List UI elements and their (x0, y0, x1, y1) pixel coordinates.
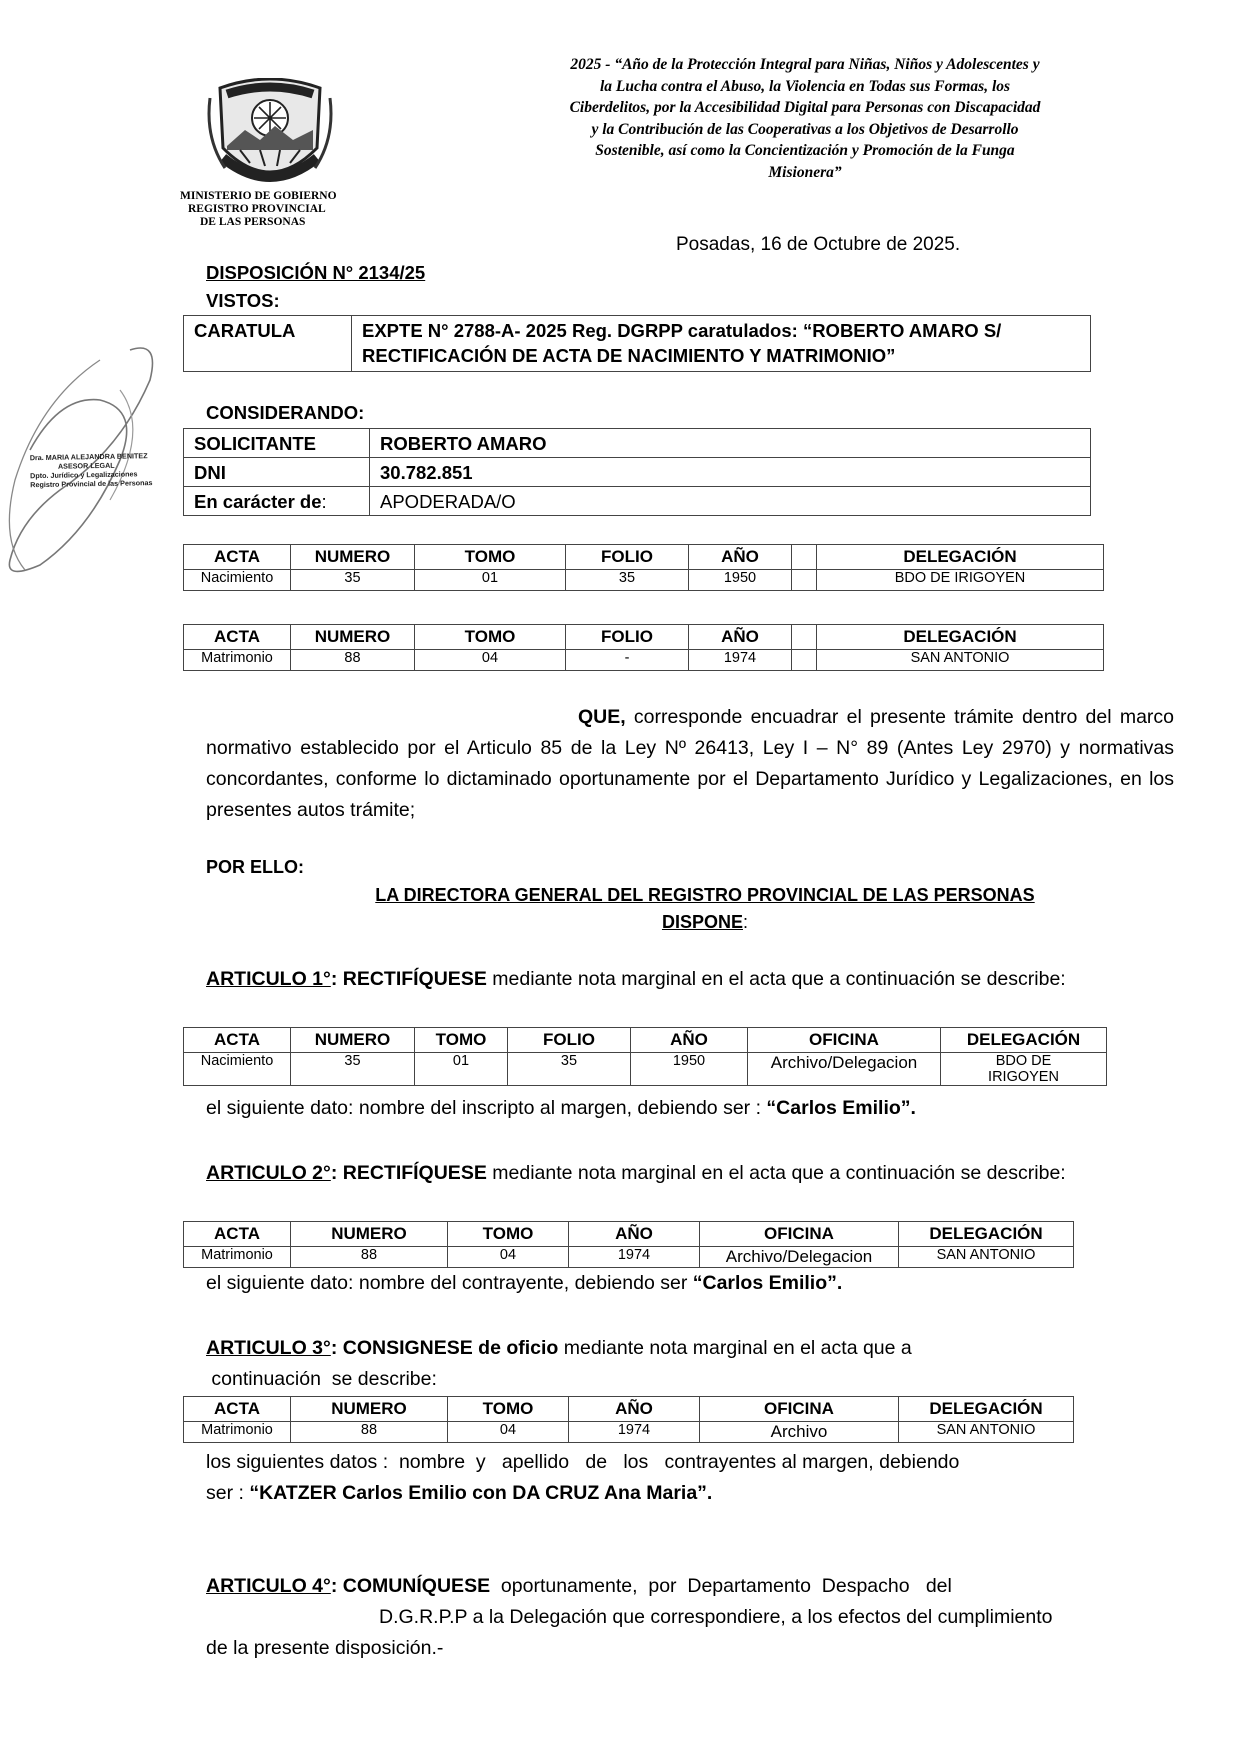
articulo-2-detail (206, 1272, 842, 1295)
articulo-3-detail-line1: los siguientes datos : nombre y apellido de los contrayentes al margen, debiendo (206, 1451, 960, 1473)
motto-line: la Lucha contra el Abuso, la Violencia en Todas sus Formas, los (599, 77, 1011, 95)
role-label-text: En carácter de (194, 490, 322, 512)
table-cell: Archivo (700, 1422, 899, 1443)
dispone-colon: : (743, 912, 749, 932)
column-header: TOMO (448, 1222, 569, 1247)
table-header-row (184, 1397, 1074, 1422)
table-cell: - (566, 650, 689, 671)
column-header: ACTA (184, 1222, 291, 1247)
applicant-table (183, 428, 1091, 516)
disposition-number: DISPOSICIÓN N° 2134/25 (206, 262, 426, 283)
column-header: NUMERO (291, 1028, 415, 1053)
articulo-3-text-line2: continuación se describe: (206, 1368, 437, 1390)
stamp-line: ASESOR LEGAL (57, 460, 115, 471)
table-row (184, 1053, 1107, 1086)
articulo-2-verb: RECTIFÍQUESE (337, 1162, 487, 1184)
column-header: FOLIO (508, 1028, 631, 1053)
table-header-row (184, 1028, 1107, 1053)
table-row (184, 1422, 1074, 1443)
table-cell (792, 650, 817, 671)
ministry-line: REGISTRO PROVINCIAL (188, 203, 326, 215)
column-header: AÑO (569, 1397, 700, 1422)
articulo-3-text: mediante nota marginal en el acta que a (558, 1337, 912, 1359)
articulo-4-verb: COMUNÍQUESE (337, 1575, 491, 1597)
articulo-1-label: ARTICULO 1° (206, 968, 331, 990)
column-header: TOMO (448, 1397, 569, 1422)
column-header: OFICINA (748, 1028, 941, 1053)
column-header: FOLIO (566, 545, 689, 570)
articulo-2-colon: : (330, 1162, 338, 1184)
table-row (184, 1247, 1074, 1268)
caratula-value: EXPTE N° 2788-A- 2025 Reg. DGRPP caratulados: “ROBERTO AMARO S/ RECTIFICACIÓN DE ACTA DE NACIMIENTO Y MATRIMONIO” (352, 316, 1091, 372)
table-cell: BDO DE IRIGOYEN (817, 570, 1104, 591)
motto-line: 2025 - “Año de la Protección Integral para Niñas, Niños y Adolescentes y (570, 56, 1040, 73)
table-cell: Nacimiento (184, 570, 291, 591)
articulo-1-detail-text: el siguiente dato: nombre del inscripto al margen, debiendo ser : (206, 1097, 767, 1119)
table-cell: 35 (566, 570, 689, 591)
articulo-2-label: ARTICULO 2° (206, 1162, 331, 1184)
articulo-1-verb: RECTIFÍQUESE (337, 968, 487, 990)
table-cell: 1950 (631, 1053, 748, 1086)
column-header: OFICINA (700, 1222, 899, 1247)
table-row (184, 650, 1104, 671)
table-cell: SAN ANTONIO (899, 1247, 1074, 1268)
articulo-1 (206, 964, 1174, 995)
table-cell: 04 (415, 650, 566, 671)
column-header: DELEGACIÓN (817, 545, 1104, 570)
table-row (184, 458, 1091, 487)
motto-line: y la Contribución de las Cooperativas a los Objetivos de Desarrollo (591, 120, 1019, 138)
table-cell: 04 (448, 1422, 569, 1443)
ministry-line: MINISTERIO DE GOBIERNO (180, 190, 337, 202)
birth-record-table (183, 544, 1104, 591)
articulo-1-text: mediante nota marginal en el acta que a continuación se describe: (486, 968, 1066, 990)
table-cell: Nacimiento (184, 1053, 291, 1086)
articulo-4 (206, 1571, 1174, 1664)
table-cell: Archivo/Delegacion (748, 1053, 941, 1086)
table-cell: 1974 (689, 650, 792, 671)
table-cell: SAN ANTONIO (817, 650, 1104, 671)
articulo-1-detail (206, 1097, 916, 1120)
motto-line: Sostenible, así como la Concientización y Promoción de la Funga (595, 142, 1015, 159)
articulo-3-detail-prefix: ser : (206, 1482, 250, 1504)
column-header: TOMO (415, 545, 566, 570)
dni-value: 30.782.851 (370, 458, 1091, 487)
column-header: NUMERO (291, 545, 415, 570)
table-cell: BDO DE IRIGOYEN (941, 1053, 1107, 1086)
table-cell: 35 (291, 570, 415, 591)
articulo-3-label: ARTICULO 3° (206, 1337, 331, 1359)
marriage-record-table (183, 624, 1104, 671)
table-cell: 1974 (569, 1247, 700, 1268)
stamp-line: Dra. MARIA ALEJANDRA BENITEZ (29, 451, 148, 463)
table-row (184, 570, 1104, 591)
articulo-2-text: mediante nota marginal en el acta que a continuación se describe: (486, 1162, 1066, 1184)
articulo-4-text-line1: oportunamente, por Departamento Despacho del (490, 1575, 952, 1597)
table-cell: 35 (291, 1053, 415, 1086)
caratula-table (183, 315, 1091, 372)
stamp-line: Dpto. Jurídico y Legalizaciones (30, 469, 138, 481)
table-cell: Matrimonio (184, 1422, 291, 1443)
column-header: NUMERO (291, 1397, 448, 1422)
table-header-row (184, 545, 1104, 570)
applicant-name: ROBERTO AMARO (370, 429, 1091, 458)
table-cell (792, 570, 817, 591)
articulo-3-table (183, 1396, 1074, 1443)
column-header: DELEGACIÓN (817, 625, 1104, 650)
column-header: OFICINA (700, 1397, 899, 1422)
table-header-row (184, 625, 1104, 650)
column-header: NUMERO (291, 1222, 448, 1247)
articulo-4-text-line2: D.G.R.P.P a la Delegación que correspondiere, a los efectos del cumplimiento (379, 1606, 1053, 1628)
table-cell: 01 (415, 570, 566, 591)
ministry-heading (180, 190, 337, 229)
column-header: DELEGACIÓN (941, 1028, 1107, 1053)
articulo-1-detail-value: “Carlos Emilio”. (766, 1097, 916, 1119)
column-header: DELEGACIÓN (899, 1222, 1074, 1247)
column-header (792, 545, 817, 570)
column-header: FOLIO (566, 625, 689, 650)
caratula-label: CARATULA (184, 316, 352, 372)
column-header: AÑO (631, 1028, 748, 1053)
column-header: ACTA (184, 1397, 291, 1422)
document-date: Posadas, 16 de Octubre de 2025. (676, 234, 961, 255)
table-cell: 35 (508, 1053, 631, 1086)
table-cell: 88 (291, 1247, 448, 1268)
articulo-1-table (183, 1027, 1107, 1086)
que-lead: QUE, (578, 706, 626, 728)
role-value: APODERADA/O (370, 487, 1091, 516)
table-cell: Matrimonio (184, 650, 291, 671)
year-motto (510, 54, 1100, 183)
directora-heading (260, 882, 1150, 936)
column-header: AÑO (689, 625, 792, 650)
por-ello-heading: POR ELLO: (206, 857, 304, 877)
table-cell: Matrimonio (184, 1247, 291, 1268)
articulo-2-table (183, 1221, 1074, 1268)
motto-line: Ciberdelitos, por la Accesibilidad Digital para Personas con Discapacidad (569, 99, 1041, 116)
articulo-3-detail (206, 1447, 1086, 1509)
articulo-3-verb: CONSIGNESE de oficio (337, 1337, 559, 1359)
articulo-4-colon: : (330, 1575, 338, 1597)
column-header: TOMO (415, 1028, 508, 1053)
role-label-colon: : (321, 490, 327, 512)
dispone-word: DISPONE (661, 912, 743, 932)
articulo-3-colon: : (330, 1337, 338, 1359)
articulo-2 (206, 1158, 1174, 1189)
column-header: TOMO (415, 625, 566, 650)
table-cell: 1950 (689, 570, 792, 591)
province-seal-logo (205, 78, 335, 190)
table-row (184, 487, 1091, 516)
column-header (792, 625, 817, 650)
que-paragraph (206, 702, 1174, 826)
articulo-1-colon: : (330, 968, 338, 990)
applicant-label: SOLICITANTE (184, 429, 370, 458)
stamp-line: Registro Provincial de las Personas (30, 478, 153, 490)
role-label (184, 487, 370, 516)
motto-line: Misionera” (768, 163, 842, 181)
table-cell: SAN ANTONIO (899, 1422, 1074, 1443)
table-cell: 88 (291, 1422, 448, 1443)
table-cell: 04 (448, 1247, 569, 1268)
column-header: AÑO (569, 1222, 700, 1247)
table-cell: 1974 (569, 1422, 700, 1443)
table-cell: Archivo/Delegacion (700, 1247, 899, 1268)
table-row (184, 429, 1091, 458)
articulo-4-label: ARTICULO 4° (206, 1575, 331, 1597)
column-header: ACTA (184, 625, 291, 650)
articulo-2-detail-text: el siguiente dato: nombre del contrayente, debiendo ser (206, 1272, 693, 1294)
directora-line: LA DIRECTORA GENERAL DEL REGISTRO PROVINCIAL DE LAS PERSONAS (375, 885, 1035, 905)
table-cell: 88 (291, 650, 415, 671)
articulo-3 (206, 1333, 1174, 1395)
considerando-heading: CONSIDERANDO: (206, 402, 365, 423)
column-header: DELEGACIÓN (899, 1397, 1074, 1422)
ministry-line: DE LAS PERSONAS (200, 216, 306, 228)
column-header: ACTA (184, 1028, 291, 1053)
articulo-3-detail-value: “KATZER Carlos Emilio con DA CRUZ Ana Maria”. (249, 1482, 713, 1504)
column-header: NUMERO (291, 625, 415, 650)
articulo-2-detail-value: “Carlos Emilio”. (692, 1272, 843, 1294)
column-header: ACTA (184, 545, 291, 570)
table-header-row (184, 1222, 1074, 1247)
vistos-heading: VISTOS: (206, 290, 280, 311)
articulo-4-text-line3: de la presente disposición.- (206, 1637, 444, 1659)
column-header: AÑO (689, 545, 792, 570)
table-cell: 01 (415, 1053, 508, 1086)
que-text: corresponde encuadrar el presente trámite dentro del marco normativo establecido por el Articulo 85 de la Ley Nº 26413, Ley I – N° 89 (Antes Ley 2970) y normativas concordantes, conforme lo dictaminado oportunamente por el Departamento Jurídico y Legalizaciones, en los presentes autos trámite; (206, 706, 1174, 821)
legal-advisor-stamp (30, 451, 171, 489)
dni-label: DNI (184, 458, 370, 487)
